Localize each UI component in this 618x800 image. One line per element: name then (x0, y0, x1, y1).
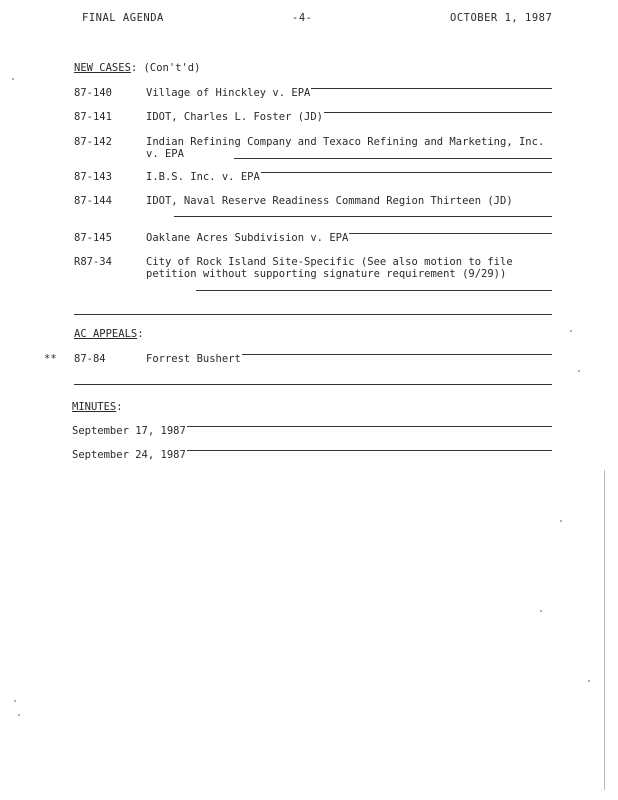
minutes-date: September 17, 1987 (72, 425, 186, 437)
fill-line (196, 290, 552, 291)
minutes-row (72, 425, 552, 437)
fill-line (187, 449, 552, 451)
case-number: R87-34 (74, 256, 112, 268)
case-row (74, 87, 552, 101)
case-description-wrap (146, 232, 552, 244)
appeal-row (74, 353, 552, 367)
ac-appeals-heading (74, 328, 144, 340)
header-title: FINAL AGENDA (82, 12, 164, 24)
case-number: 87-144 (74, 195, 112, 207)
fill-line (187, 425, 552, 427)
ac-appeals-heading-suffix: : (137, 328, 144, 340)
header-date: OCTOBER 1, 1987 (450, 12, 553, 24)
scan-speck (560, 520, 562, 522)
scan-speck (14, 700, 16, 702)
ac-appeals-heading-label: AC APPEALS (74, 328, 138, 340)
case-description: IDOT, Naval Reserve Readiness Command Region Thirteen (JD) (146, 195, 513, 207)
case-number: 87-140 (74, 87, 112, 99)
scan-edge-line (604, 470, 605, 790)
case-description-wrap (146, 111, 552, 123)
fill-line (311, 87, 552, 89)
fill-line (242, 353, 552, 355)
case-number: 87-142 (74, 136, 112, 148)
new-cases-heading (74, 62, 200, 74)
case-number: 87-143 (74, 171, 112, 183)
scan-speck (540, 610, 542, 612)
case-description: City of Rock Island Site-Specific (See also motion to file petition without supporting signature requirement (9/29)) (146, 256, 513, 280)
case-description: I.B.S. Inc. v. EPA (146, 171, 260, 183)
case-row (74, 111, 552, 125)
scan-speck (588, 680, 590, 682)
appeal-description: Forrest Bushert (146, 353, 241, 365)
appeal-marker: ** (44, 353, 57, 365)
case-row (74, 232, 552, 246)
case-number: 87-141 (74, 111, 112, 123)
fill-line (234, 158, 552, 159)
fill-line (324, 111, 552, 113)
case-description-wrap (146, 171, 552, 183)
case-description: Oaklane Acres Subdivision v. EPA (146, 232, 349, 244)
case-row (74, 256, 552, 296)
scan-speck (578, 370, 580, 372)
case-number: 87-145 (74, 232, 112, 244)
new-cases-heading-label: NEW CASES (74, 62, 131, 74)
fill-line (261, 171, 552, 173)
blank-line (74, 314, 552, 315)
scan-speck (18, 714, 20, 716)
fill-line (174, 216, 552, 217)
case-row (74, 195, 552, 221)
blank-line (74, 384, 552, 385)
header-page-number: -4- (292, 12, 313, 24)
minutes-row (72, 449, 552, 461)
minutes-date: September 24, 1987 (72, 449, 186, 461)
case-description: Village of Hinckley v. EPA (146, 87, 311, 99)
case-description: IDOT, Charles L. Foster (JD) (146, 111, 324, 123)
scan-speck (12, 78, 14, 80)
minutes-heading (72, 401, 123, 413)
appeal-number: 87-84 (74, 353, 106, 365)
appeal-description-wrap (146, 353, 552, 365)
case-description: Indian Refining Company and Texaco Refining and Marketing, Inc. v. EPA (146, 136, 545, 160)
fill-line (349, 232, 552, 234)
scan-speck (570, 330, 572, 332)
case-row (74, 136, 552, 162)
case-description-wrap (146, 87, 552, 99)
minutes-heading-label: MINUTES (72, 401, 117, 413)
new-cases-heading-suffix: : (Con't'd) (130, 62, 201, 74)
case-row (74, 171, 552, 185)
minutes-heading-suffix: : (116, 401, 123, 413)
